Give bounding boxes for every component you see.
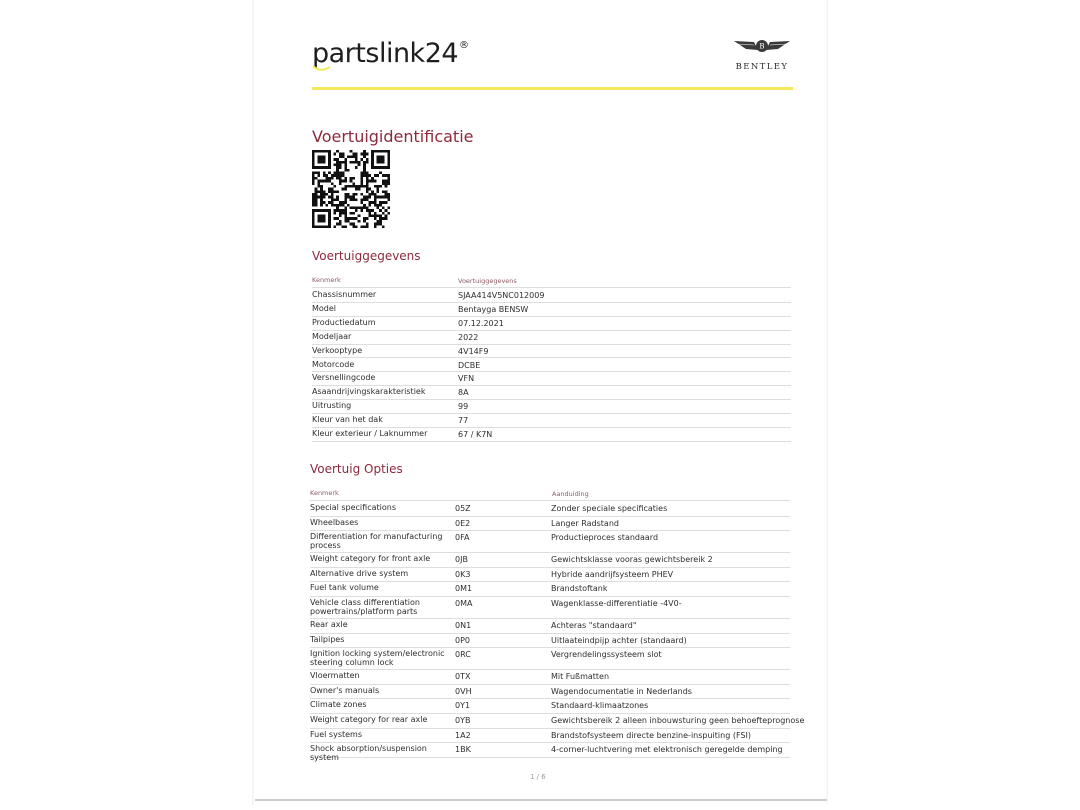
option-key: Owner's manuals	[310, 685, 380, 695]
table-row	[312, 428, 791, 442]
option-key: Climate zones	[310, 700, 367, 710]
header-divider	[312, 87, 793, 90]
svg-text:B: B	[759, 42, 765, 51]
options-col-key-header: Kenmerk	[310, 489, 339, 497]
table-row	[310, 685, 790, 700]
page-title: Voertuigidentificatie	[312, 127, 474, 146]
page-bottom-edge	[255, 799, 827, 801]
option-code: 1BK	[455, 745, 471, 755]
vehicle-value: 4V14F9	[458, 346, 489, 356]
option-description: Uitlaateindpijp achter (standaard)	[551, 635, 687, 645]
table-row	[312, 317, 791, 331]
option-description: Wagenklasse-differentiatie -4V0-	[551, 599, 682, 608]
vehicle-key: Productiedatum	[312, 317, 376, 327]
vehicle-value: DCBE	[458, 360, 481, 370]
qr-code	[312, 150, 390, 228]
section-title-vehicle-data: Voertuiggegevens	[312, 249, 421, 263]
table-row	[310, 699, 790, 714]
vehicle-key: Model	[312, 303, 337, 313]
vehicle-col-value-header: Voertuiggegevens	[458, 277, 517, 285]
table-row	[312, 331, 791, 345]
vehicle-key: Kleur exterieur / Laknummer	[312, 429, 428, 438]
table-row	[312, 414, 791, 428]
vehicle-header-rule	[312, 287, 791, 288]
option-code: 0RC	[455, 650, 471, 660]
vehicle-key: Uitrusting	[312, 401, 352, 411]
vehicle-value: 8A	[458, 388, 469, 398]
option-description: Gewichtsbereik 2 alleen inbouwsturing geen behoefteprognose	[551, 716, 805, 725]
vehicle-value: 77	[458, 416, 469, 426]
vehicle-key: Verkooptype	[312, 345, 363, 355]
option-description: Vergrendelingssysteem slot	[551, 650, 662, 660]
table-row	[312, 400, 791, 414]
option-description: Gewichtsklasse vooras gewichtsbereik 2	[551, 555, 713, 565]
table-row	[310, 729, 790, 744]
option-key: Weight category for front axle	[310, 554, 431, 564]
vehicle-value: 07.12.2021	[458, 318, 504, 328]
option-description: Achteras "standaard"	[551, 621, 637, 630]
registered-mark: ®	[459, 40, 469, 51]
option-description: 4-corner-luchtvering met elektronisch geregelde demping	[551, 745, 783, 755]
option-description: Mit Fußmatten	[551, 672, 610, 682]
paper-shadow-right	[826, 0, 828, 805]
brand-name: BENTLEY	[735, 62, 789, 72]
bentley-wings-icon	[732, 38, 792, 56]
table-row	[310, 553, 790, 568]
table-row	[312, 372, 791, 386]
option-key: Alternative drive system	[310, 568, 409, 578]
option-code: 0E2	[455, 518, 471, 528]
option-code: 0TX	[455, 672, 471, 682]
option-key: Tailpipes	[310, 634, 345, 644]
table-row	[310, 597, 790, 619]
table-row	[310, 619, 790, 634]
option-key: Special specifications	[310, 503, 396, 512]
option-description: Brandstofsysteem directe benzine-inspuiting (FSI)	[551, 730, 751, 740]
option-code: 0JB	[455, 555, 468, 565]
option-code: 05Z	[455, 504, 471, 513]
vehicle-value: 99	[458, 402, 469, 412]
logo-swoosh-icon	[312, 64, 332, 74]
option-description: Brandstoftank	[551, 584, 608, 594]
page-number: 1 / 6	[530, 773, 546, 781]
options-header-rule	[310, 500, 790, 501]
table-row	[310, 582, 790, 597]
option-code: 1A2	[455, 730, 471, 740]
table-row	[310, 531, 790, 553]
table-row	[310, 670, 790, 685]
table-row	[310, 743, 790, 763]
table-row	[312, 303, 791, 317]
option-code: 0P0	[455, 635, 471, 645]
option-code: 0K3	[455, 569, 471, 579]
vehicle-key: Kleur van het dak	[312, 415, 383, 425]
vehicle-value: VFN	[458, 374, 475, 384]
table-row	[312, 345, 791, 359]
option-code: 0VH	[455, 686, 472, 696]
vehicle-key: Versnellingcode	[312, 373, 376, 383]
option-key: Shock absorption/suspension system	[310, 744, 427, 763]
table-row	[310, 568, 790, 583]
vehicle-value: SJAA414V5NC012009	[458, 291, 545, 300]
vehicle-key: Chassisnummer	[312, 290, 377, 299]
option-code: 0FA	[455, 533, 470, 543]
options-col-desc-header: Aanduiding	[552, 490, 589, 498]
option-key: Vloermatten	[310, 671, 360, 681]
option-description: Langer Radstand	[551, 518, 619, 528]
partslink24-logo	[312, 38, 468, 69]
table-row	[312, 359, 791, 373]
vehicle-key: Modeljaar	[312, 331, 352, 341]
option-key: Differentiation for manufacturing process	[310, 532, 443, 551]
option-description: Standaard-klimaatzones	[551, 701, 649, 711]
option-code: 0YB	[455, 716, 471, 725]
vehicle-key: Motorcode	[312, 359, 355, 369]
option-key: Ignition locking system/electronic steering column lock	[310, 649, 445, 668]
option-key: Wheelbases	[310, 517, 359, 527]
vehicle-value: Bentayga BENSW	[458, 304, 529, 314]
vehicle-value: 67 / K7N	[458, 430, 493, 439]
option-description: Wagendocumentatie in Nederlands	[551, 686, 692, 696]
table-row	[312, 289, 791, 303]
option-key: Fuel tank volume	[310, 583, 379, 593]
bentley-logo	[732, 38, 792, 72]
option-key: Weight category for rear axle	[310, 715, 428, 724]
option-key: Rear axle	[310, 620, 348, 629]
option-code: 0N1	[455, 621, 472, 630]
vehicle-value: 2022	[458, 332, 479, 342]
option-description: Productieproces standaard	[551, 533, 659, 543]
table-row	[310, 517, 790, 532]
table-row	[310, 714, 805, 729]
option-code: 0M1	[455, 584, 473, 594]
table-row	[310, 502, 790, 517]
option-code: 0Y1	[455, 701, 471, 711]
table-row	[312, 386, 791, 400]
option-key: Vehicle class differentiation powertrains/platform parts	[310, 598, 420, 616]
vehicle-key: Asaandrijvingskarakteristiek	[312, 387, 426, 397]
option-code: 0MA	[455, 599, 473, 608]
option-description: Zonder speciale specificaties	[551, 504, 668, 513]
table-row	[310, 648, 790, 670]
table-row	[310, 634, 790, 649]
logo-text: partslink24	[312, 38, 459, 69]
option-description: Hybride aandrijfsysteem PHEV	[551, 569, 674, 579]
option-key: Fuel systems	[310, 729, 363, 739]
section-title-options: Voertuig Opties	[310, 462, 403, 476]
vehicle-col-key-header: Kenmerk	[312, 276, 341, 284]
